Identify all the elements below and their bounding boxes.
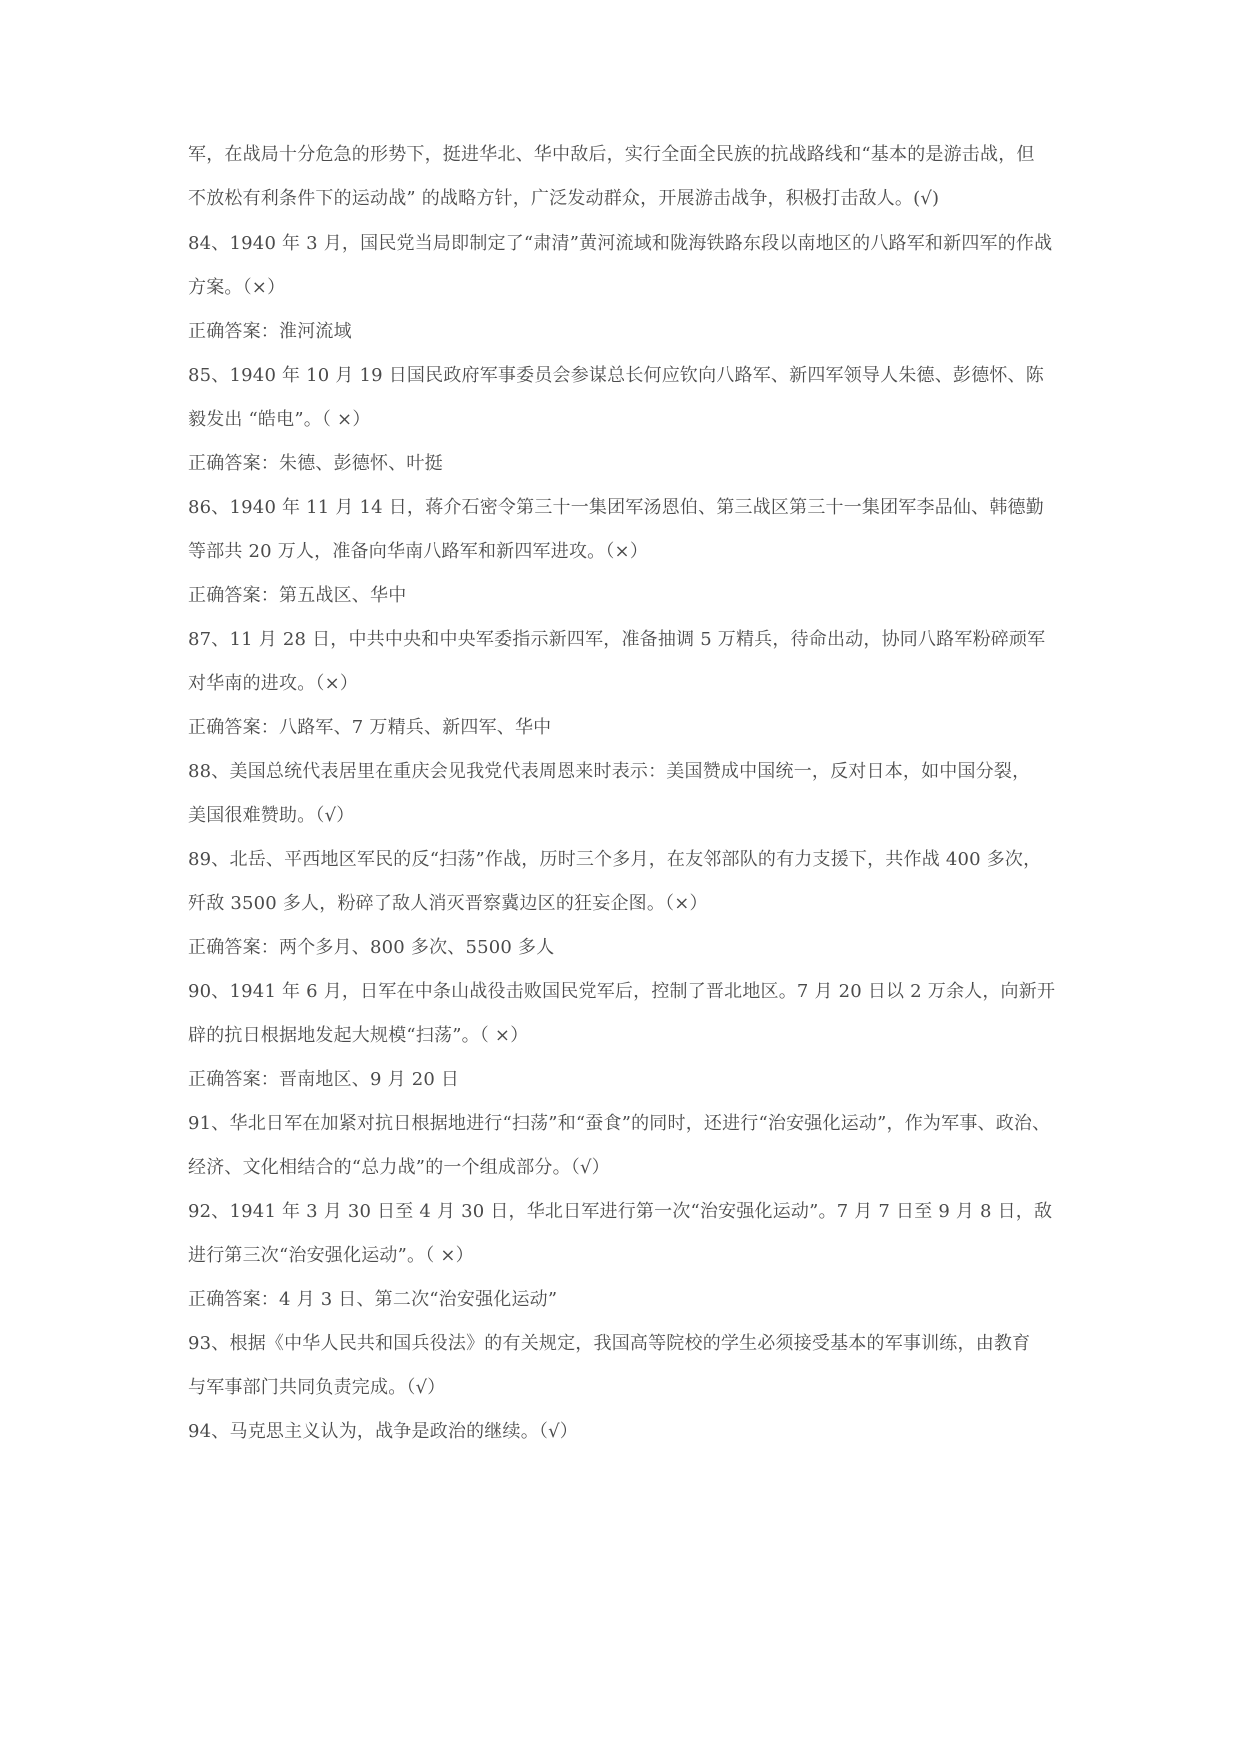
text-line: 与军事部门共同负责完成。（√） (188, 1377, 446, 1398)
text-line: 等部共 20 万人，准备向华南八路军和新四军进攻。（×） (188, 541, 649, 562)
text-line: 进行第三次“治安强化运动”。（ ×） (188, 1245, 474, 1266)
text-line: 方案。（×） (188, 277, 286, 298)
question-92: 92、1941 年 3 月 30 日至 4 月 30 日，华北日军进行第一次“治安强化运动”。7 月 7 日至 9 月 8 日，敌 (188, 1201, 1053, 1222)
answer-87: 正确答案：八路军、7 万精兵、新四军、华中 (188, 717, 552, 738)
question-89: 89、北岳、平西地区军民的反“扫荡”作战，历时三个多月，在友邻部队的有力支援下，共作战 400 多次， (188, 849, 1042, 870)
text-line: 经济、文化相结合的“总力战”的一个组成部分。（√） (188, 1157, 610, 1178)
question-91: 91、华北日军在加紧对抗日根据地进行“扫荡”和“蚕食”的同时，还进行“治安强化运动”，作为军事、政治、 (188, 1113, 1051, 1134)
text-line: 对华南的进攻。（×） (188, 673, 359, 694)
answer-92: 正确答案：4 月 3 日、第二次“治安强化运动” (188, 1289, 558, 1310)
question-94: 94、马克思主义认为，战争是政治的继续。（√） (188, 1421, 578, 1442)
answer-89: 正确答案：两个多月、800 多次、5500 多人 (188, 937, 555, 958)
question-86: 86、1940 年 11 月 14 日，蒋介石密令第三十一集团军汤恩伯、第三战区第三十一集团军李品仙、韩德勤 (188, 497, 1044, 518)
question-93: 93、根据《中华人民共和国兵役法》的有关规定，我国高等院校的学生必须接受基本的军事训练，由教育 (188, 1333, 1031, 1354)
question-84: 84、1940 年 3 月，国民党当局即制定了“肃清”黄河流域和陇海铁路东段以南地区的八路军和新四军的作战 (188, 233, 1053, 254)
text-line: 美国很难赞助。（√） (188, 805, 355, 826)
answer-90: 正确答案：晋南地区、9 月 20 日 (188, 1069, 460, 1090)
text-line: 军，在战局十分危急的形势下，挺进华北、华中敌后，实行全面全民族的抗战路线和“基本的是游击战，但 (188, 144, 1035, 165)
text-line: 辟的抗日根据地发起大规模“扫荡”。（ ×） (188, 1025, 529, 1046)
answer-86: 正确答案：第五战区、华中 (188, 585, 407, 606)
text-line: 毅发出 “皓电”。（ ×） (188, 409, 371, 430)
answer-84: 正确答案：淮河流域 (188, 321, 352, 342)
question-90: 90、1941 年 6 月，日军在中条山战役击败国民党军后，控制了晋北地区。7 月 20 日以 2 万余人，向新开 (188, 981, 1056, 1002)
question-88: 88、美国总统代表居里在重庆会见我党代表周恩来时表示：美国赞成中国统一，反对日本，如中国分裂， (188, 761, 1031, 782)
question-87: 87、11 月 28 日，中共中央和中央军委指示新四军，准备抽调 5 万精兵，待命出动，协同八路军粉碎顽军 (188, 629, 1046, 650)
answer-85: 正确答案：朱德、彭德怀、叶挺 (188, 453, 443, 474)
question-85: 85、1940 年 10 月 19 日国民政府军事委员会参谋总长何应钦向八路军、新四军领导人朱德、彭德怀、陈 (188, 365, 1044, 386)
text-line: 不放松有利条件下的运动战” 的战略方针，广泛发动群众，开展游击战争，积极打击敌人。(√) (188, 188, 940, 209)
text-line: 歼敌 3500 多人，粉碎了敌人消灭晋察冀边区的狂妄企图。（×） (188, 893, 708, 914)
